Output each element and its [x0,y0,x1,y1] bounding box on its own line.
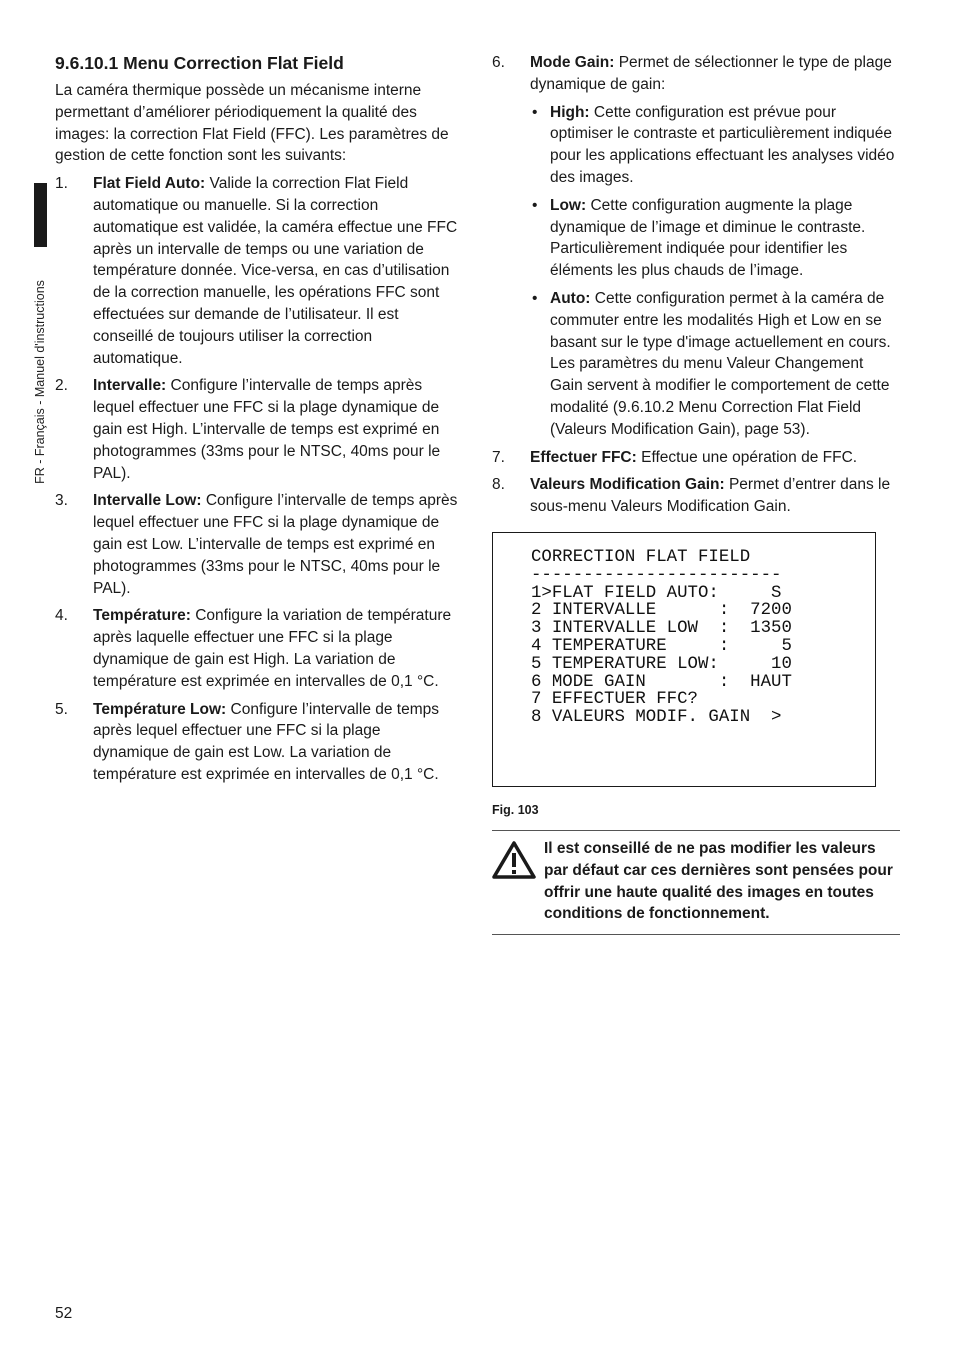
item-title: Intervalle Low: [93,492,202,510]
item-number: 2. [55,377,68,395]
figure-caption: Fig. 103 [492,802,539,817]
osd-menu-line: 3 INTERVALLE LOW : 1350 [531,619,792,639]
sub-item-title: High: [550,103,590,121]
list-item [55,605,460,692]
right-column [492,52,900,935]
item-title: Valeurs Modification Gain: [530,476,725,494]
parameter-list-end [492,447,900,518]
intro-paragraph: La caméra thermique possède un mécanisme interne permettant d’améliorer périodiquement la qualité des images: la correction Flat Field (FFC). Les paramètres de gestion de cette fonction sont les suivants: [55,82,449,165]
item-number: 7. [492,448,505,466]
side-tab-marker [34,183,47,247]
gain-mode-sublist [492,102,900,441]
list-item [492,474,900,518]
sub-list-item [492,288,900,441]
item-text: Configure l’intervalle de temps après lequel effectuer une FFC si la plage dynamique de gain est Low. L’intervalle de temps est exprimé en photogrammes (33ms pour le NTSC, 40ms pour le PAL). [93,492,458,597]
sub-item-text: Cette configuration permet à la caméra de commuter entre les modalités High et Low en se basant sur le type d'image actuellement en cours. Les paramètres du menu Valeur Changement Gain servent à modifier le comportement de cette modalité (9.6.10.2 Menu Correction Flat Field (Valeurs Modification Gain), page 53). [550,289,891,438]
page-number: 52 [55,1305,73,1322]
osd-menu-line: 2 INTERVALLE : 7200 [531,601,792,621]
osd-menu-line: 1>FLAT FIELD AUTO: S [531,583,782,603]
sub-item-title: Auto: [550,289,591,307]
warning-triangle-icon [492,841,536,879]
bullet: • [532,289,538,307]
sub-item-title: Low: [550,196,587,214]
item-text: Configure la variation de température après laquelle effectuer une FFC si la plage dynamique de gain est High. La variation de température est exprimée en intervalles de 0,1 °C. [93,607,452,690]
item-text: Effectue une opération de FFC. [636,448,858,466]
osd-menu-line: CORRECTION FLAT FIELD [531,547,751,567]
item-title: Température Low: [93,700,227,718]
warning-note [492,830,900,935]
osd-menu-screen [492,532,876,787]
warning-text: Il est conseillé de ne pas modifier les valeurs par défaut car ces dernières sont pensées pour offrir une haute qualité des images en toutes conditions de fonctionnement. [544,839,893,923]
item-title: Mode Gain: [530,54,615,71]
list-item [55,375,460,484]
item-text: Configure l’intervalle de temps après lequel effectuer une FFC si la plage dynamique de gain est High. L’intervalle de temps est exprimé en photogrammes (33ms pour le NTSC, 40ms pour le PAL). [93,377,441,482]
osd-menu-line: 5 TEMPERATURE LOW: 10 [531,654,792,674]
left-column [55,52,460,792]
item-text: Configure l’intervalle de temps après lequel effectuer une FFC si la plage dynamique de gain est Low. La variation de température est exprimée en intervalles de 0,1 °C. [93,700,440,783]
parameter-list-continued [492,52,900,96]
list-item [55,173,460,369]
sub-list-item [492,195,900,282]
parameter-list [55,173,460,786]
item-number: 8. [492,476,505,494]
list-item [492,52,900,96]
osd-menu-lines [531,549,837,727]
sub-list-item [492,102,900,189]
section-title: 9.6.10.1 Menu Correction Flat Field [55,53,344,73]
side-language-label: FR - Français - Manuel d'instructions [33,280,47,484]
item-text: Valide la correction Flat Field automatique ou manuelle. Si la correction automatique est validée, la caméra effectue une FFC après un intervalle de temps ou une variation de température donnée. Vice-versa, en cas d’utilisation de la correction manuelle, les opérations FFC sont effectuées sur demande de l’utilisateur. Il est conseillé de toujours utiliser la correction automatique. [93,175,458,367]
osd-menu-line: 6 MODE GAIN : HAUT [531,672,792,692]
item-number: 4. [55,607,68,625]
osd-menu-line: ------------------------ [531,565,782,585]
item-number: 6. [492,54,505,71]
item-text: Permet d’entrer dans le sous-menu Valeurs Modification Gain. [530,476,891,516]
item-text: Permet de sélectionner le type de plage dynamique de gain: [530,54,892,93]
bullet: • [532,103,538,121]
list-item [55,490,460,599]
item-number: 3. [55,492,68,510]
item-title: Intervalle: [93,377,167,395]
item-number: 1. [55,175,68,193]
item-title: Température: [93,607,191,625]
bullet: • [532,196,538,214]
osd-menu-line: 7 EFFECTUER FFC? [531,690,698,710]
sub-item-text: Cette configuration augmente la plage dynamique de l’image et diminue le contraste. Particulièrement indiquée pour identifier les éléments les plus chauds de l’image. [550,196,866,280]
osd-menu-line: 8 VALEURS MODIF. GAIN > [531,708,782,728]
list-item [492,447,900,469]
sub-item-text: Cette configuration est prévue pour optimiser le contraste et particulièrement indiquée pour les applications effectuant les analyses vidéo des images. [550,103,895,186]
item-title: Effectuer FFC: [530,448,637,466]
list-item [55,699,460,786]
item-title: Flat Field Auto: [93,175,206,193]
osd-menu-line: 4 TEMPERATURE : 5 [531,636,792,656]
item-number: 5. [55,700,68,718]
